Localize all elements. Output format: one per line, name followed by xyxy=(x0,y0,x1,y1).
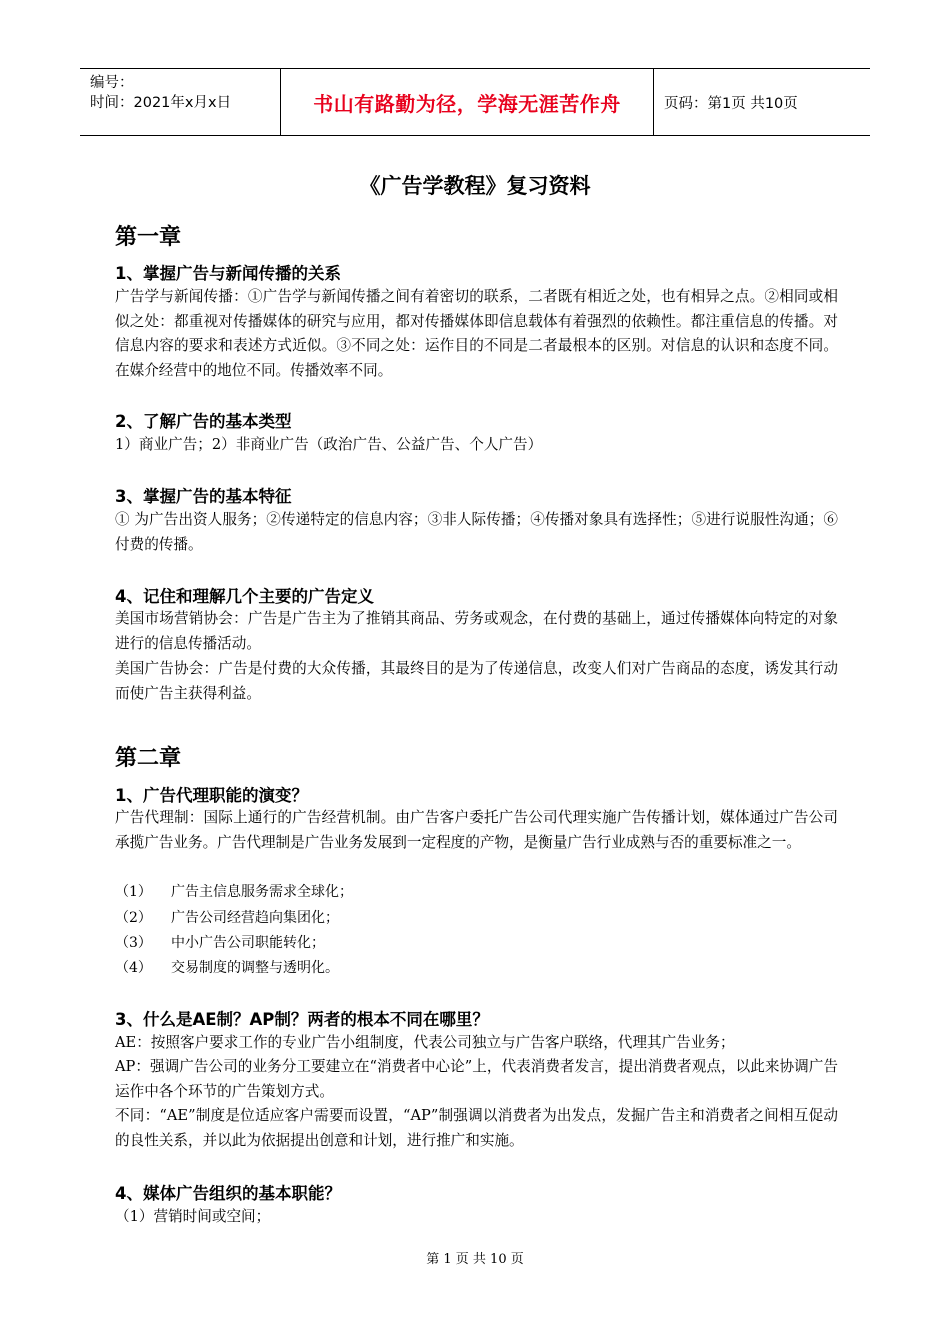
ch2-section-4-body: （1）营销时间或空间； xyxy=(115,1208,271,1225)
date-label: 时间：2021年x月x日 xyxy=(90,95,232,111)
ch1-section-1-body: 广告学与新闻传播：①广告学与新闻传播之间有着密切的联系，二者既有相近之处，也有相异之点。②相同或相似之处：都重视对传播媒体的研究与应用，都对传播媒体即信息载体有着强烈的依赖性。都注重信息的传播。对信息内容的要求和表述方式近似。③不同之处：运作目的不同是二者最根本的区别。对信息的认识和态度不同。在媒介经营中的地位不同。传播效率不同。 xyxy=(115,288,838,379)
ch1-section-4-title: 4、记住和理解几个主要的广告定义 xyxy=(115,587,374,606)
code-label: 编号： xyxy=(90,75,134,91)
ch1-section-2-title: 2、了解广告的基本类型 xyxy=(115,412,292,431)
ch2-section-1-title: 1、广告代理职能的演变？ xyxy=(115,786,308,805)
ch1-section-2-body: 1）商业广告；2）非商业广告（政治广告、公益广告、个人广告） xyxy=(115,436,543,453)
list-item xyxy=(115,906,339,930)
list-item-number: （3） xyxy=(115,935,152,951)
chapter-1-heading: 第一章 xyxy=(115,224,182,250)
ch2-section-3-ap: AP：强调广告公司的业务分工要建立在“消费者中心论”上，代表消费者发言，提出消费者观点，以此来协调广告运作中各个环节的广告策划方式。 xyxy=(115,1058,838,1100)
document-title: 《广告学教程》复习资料 xyxy=(359,173,591,198)
list-item xyxy=(115,931,325,955)
ch2-section-3-ae: AE：按照客户要求工作的专业广告小组制度，代表公司独立与广告客户联络，代理其广告业务； xyxy=(115,1034,735,1051)
motto: 书山有路勤为径，学海无涯苦作舟 xyxy=(280,69,654,135)
list-item xyxy=(115,956,339,980)
list-item xyxy=(115,880,353,904)
ch1-section-1-title: 1、掌握广告与新闻传播的关系 xyxy=(115,264,341,283)
list-item-number: （4） xyxy=(115,960,152,976)
ch2-section-1-body: 广告代理制：国际上通行的广告经营机制。由广告客户委托广告公司代理实施广告传播计划，媒体通过广告公司承揽广告业务。广告代理制是广告业务发展到一定程度的产物，是衡量广告行业成熟与否的重要标准之一。 xyxy=(115,809,838,851)
ch2-section-3-difference: 不同：“AE”制度是位适应客户需要而设置，“AP”制强调以消费者为出发点，发掘广告主和消费者之间相互促动的良性关系，并以此为依据提出创意和计划，进行推广和实施。 xyxy=(115,1107,838,1149)
page-label: 页码：第1页 共10页 xyxy=(664,95,798,112)
ch1-section-4-body-1: 美国市场营销协会：广告是广告主为了推销其商品、劳务或观念，在付费的基础上，通过传播媒体向特定的对象进行的信息传播活动。 xyxy=(115,610,838,652)
ch1-section-3-body: ① 为广告出资人服务；②传递特定的信息内容；③非人际传播；④传播对象具有选择性；⑤进行说服性沟通；⑥付费的传播。 xyxy=(115,511,838,553)
list-item-text: 交易制度的调整与透明化。 xyxy=(171,960,339,976)
page-footer: 第 1 页 共 10 页 xyxy=(426,1252,524,1267)
ch1-section-4-body-2: 美国广告协会：广告是付费的大众传播，其最终目的是为了传递信息，改变人们对广告商品的态度，诱发其行动而使广告主获得利益。 xyxy=(115,660,838,702)
list-item-text: 广告主信息服务需求全球化； xyxy=(171,884,353,900)
list-item-text: 中小广告公司职能转化； xyxy=(171,935,325,951)
header-table xyxy=(80,68,870,136)
ch2-section-4-title: 4、媒体广告组织的基本职能？ xyxy=(115,1184,341,1203)
header-left-cell xyxy=(80,69,280,135)
ch2-section-3-title: 3、什么是AE制？AP制？两者的根本不同在哪里？ xyxy=(115,1010,489,1029)
list-item-number: （2） xyxy=(115,910,152,926)
ch1-section-3-title: 3、掌握广告的基本特征 xyxy=(115,487,292,506)
list-item-text: 广告公司经营趋向集团化； xyxy=(171,910,339,926)
chapter-2-heading: 第二章 xyxy=(115,745,182,771)
list-item-number: （1） xyxy=(115,884,152,900)
